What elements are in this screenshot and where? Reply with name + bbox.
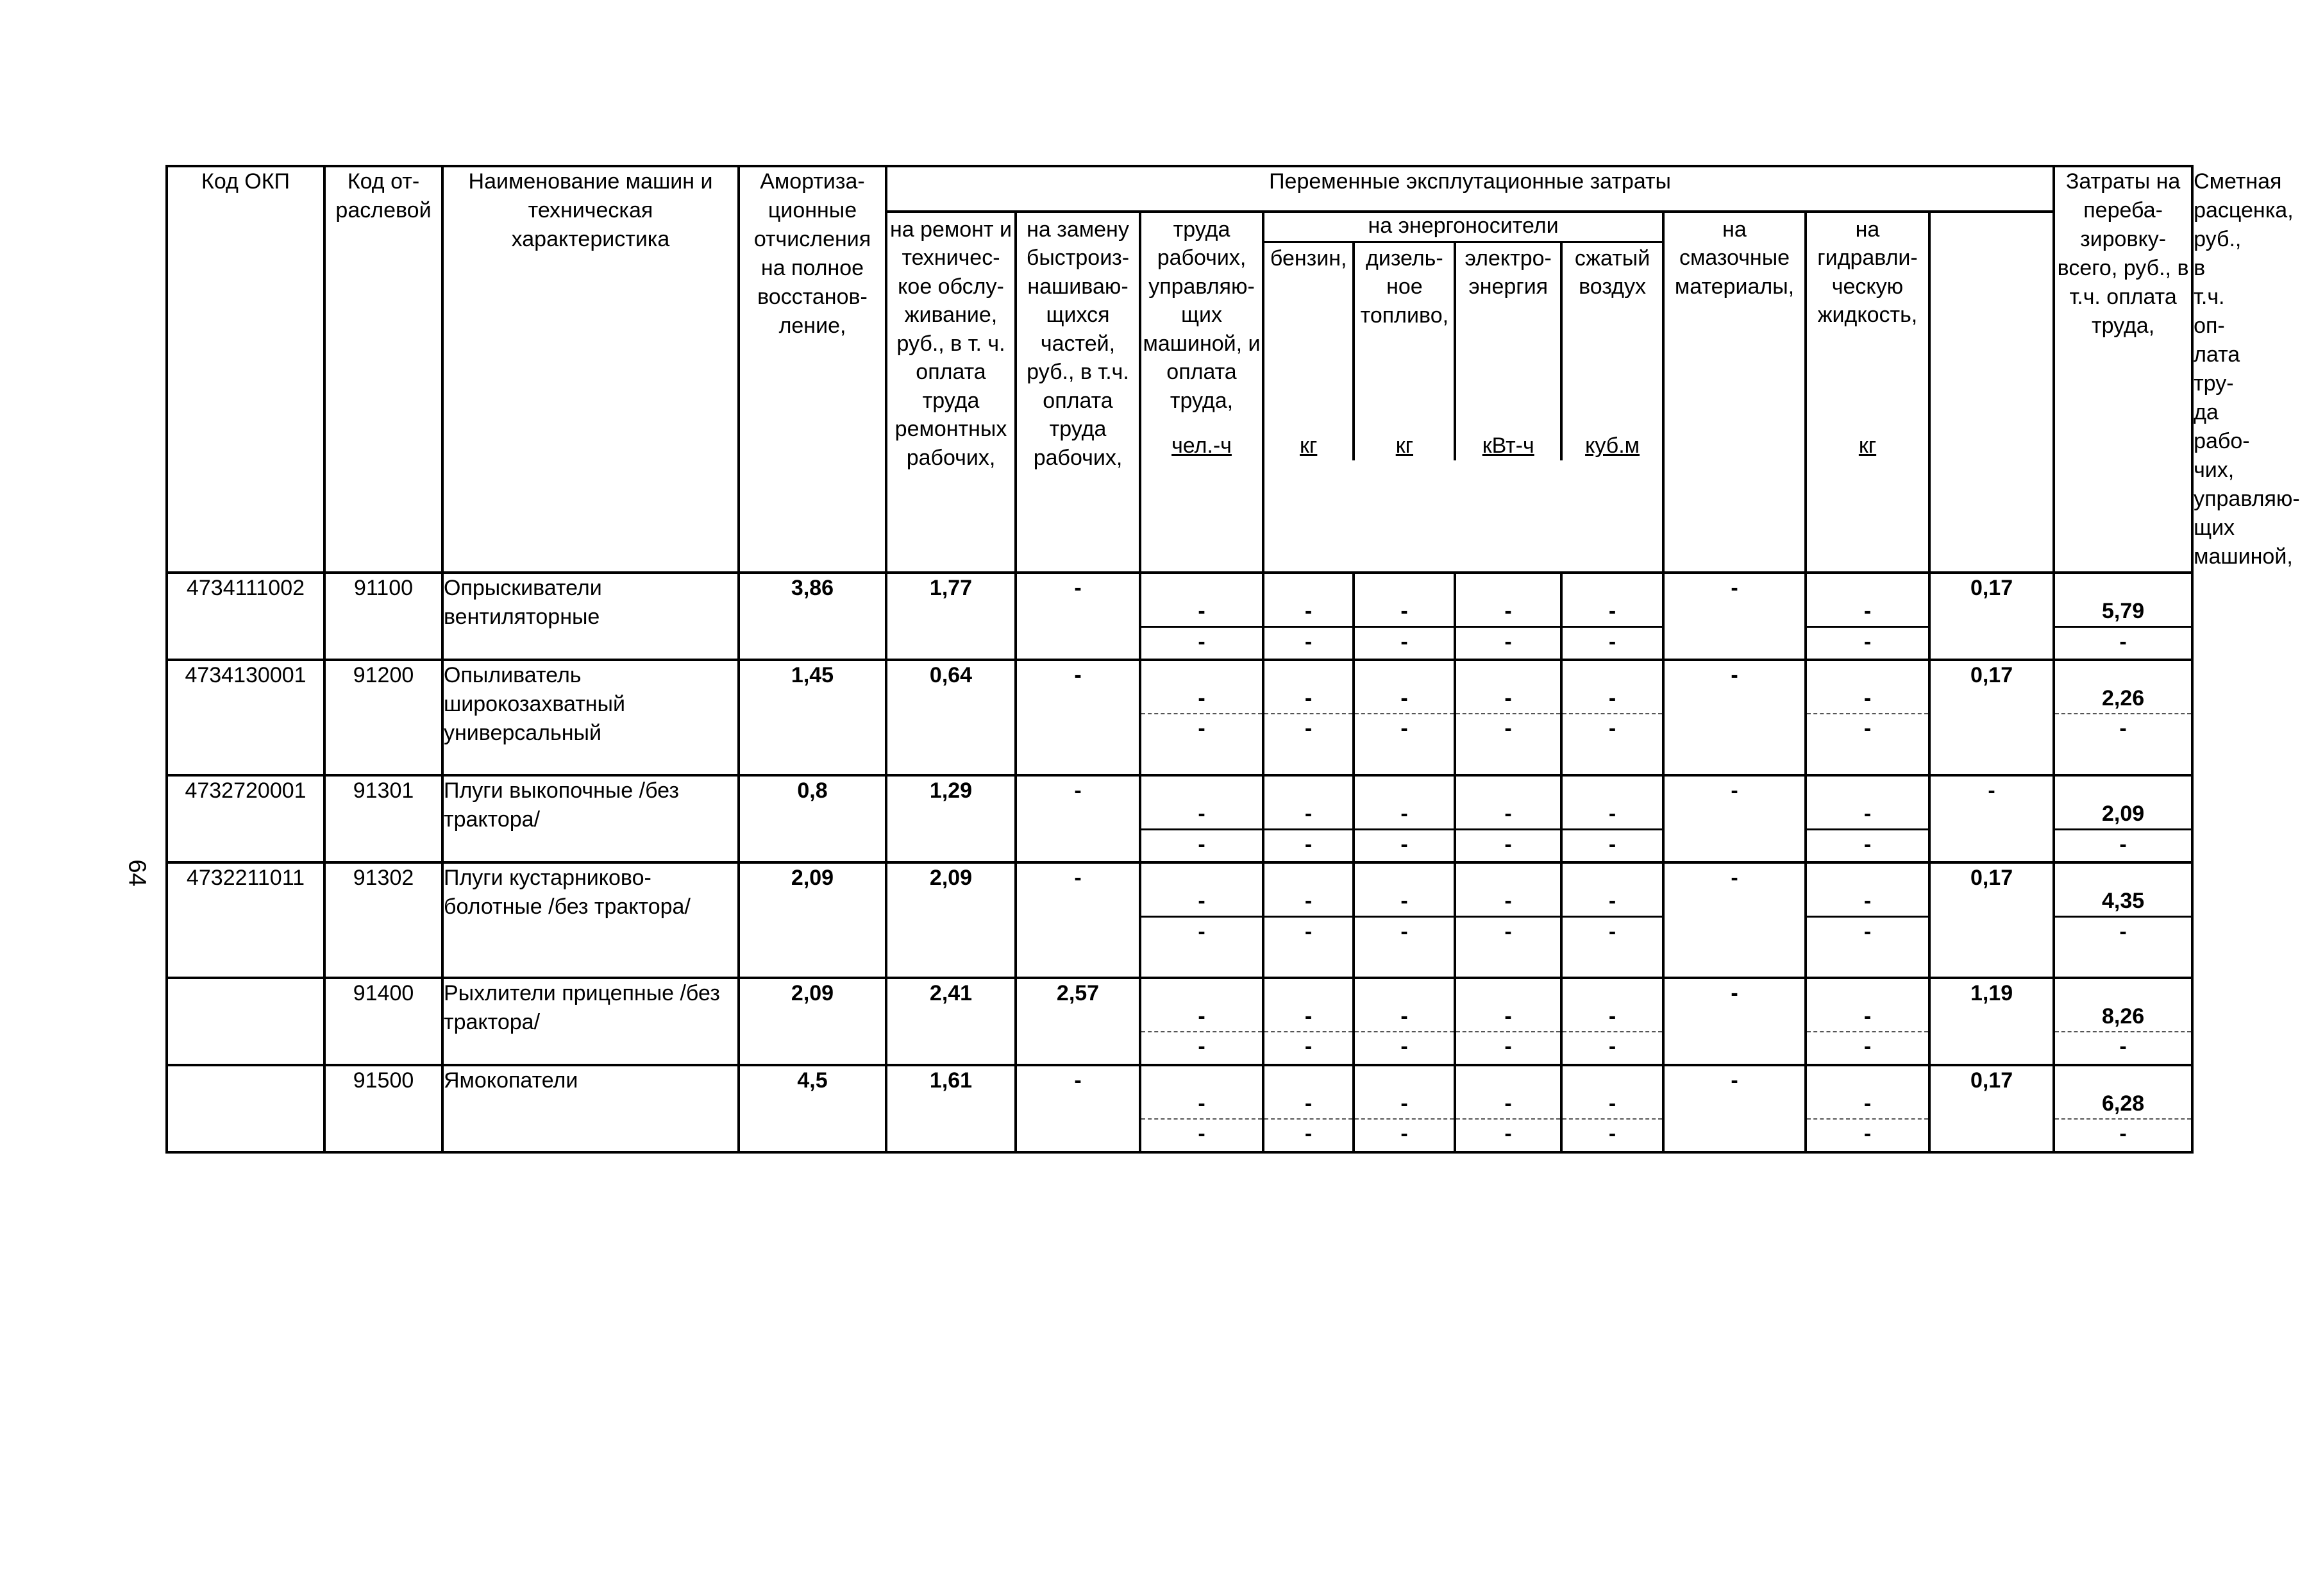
electric-cell [1455, 660, 1561, 775]
air-cell [1561, 1065, 1663, 1152]
labor-cell-top: - [1198, 889, 1205, 913]
labor-cell-top: - [1198, 599, 1205, 623]
electric-cell-bottom: - [1456, 1031, 1560, 1061]
electric-cell-bottom: - [1456, 828, 1560, 859]
replace-parts-cell: - [1016, 573, 1140, 660]
branch-code-cell: 91100 [324, 573, 442, 660]
air-cell [1561, 775, 1663, 862]
lubricants-cell: - [1663, 1065, 1806, 1152]
diesel-cell [1354, 775, 1455, 862]
electric-cell-top: - [1504, 1004, 1512, 1029]
repair-cell: 2,41 [886, 978, 1016, 1065]
diesel-cell-bottom: - [1355, 1118, 1454, 1148]
diesel-cell-top: - [1400, 686, 1408, 710]
labor-cell-top: - [1198, 1004, 1205, 1029]
replace-parts-cell: - [1016, 775, 1140, 862]
estimate-cell-top: 5,79 [2102, 599, 2145, 623]
petrol-cell-bottom: - [1264, 713, 1352, 743]
estimate-cell [2054, 978, 2192, 1065]
electric-cell-top: - [1504, 599, 1512, 623]
air-cell [1561, 660, 1663, 775]
petrol-cell-top: - [1304, 1004, 1313, 1029]
machine-name-cell: Рыхлители прицепные /без трактора/ [442, 978, 739, 1065]
estimate-cell-bottom: - [2055, 1031, 2191, 1061]
electric-cell-top: - [1504, 802, 1512, 826]
repair-cell: 0,64 [886, 660, 1016, 775]
air-cell-top: - [1608, 889, 1616, 913]
hydraulic-cell-top: - [1863, 686, 1872, 710]
estimate-cell [2054, 573, 2192, 660]
repair-cell: 1,29 [886, 775, 1016, 862]
hydraulic-cell [1806, 775, 1929, 862]
okp-code-cell: 4734130001 [167, 660, 324, 775]
air-cell-top: - [1608, 802, 1616, 826]
table-row [167, 775, 2192, 862]
petrol-cell-top: - [1304, 802, 1313, 826]
air-cell-bottom: - [1563, 1031, 1662, 1061]
machine-name-cell: Плуги кустарниково-болотные /без трактора/ [442, 862, 739, 978]
branch-code-cell: 91200 [324, 660, 442, 775]
labor-cell-bottom: - [1141, 626, 1262, 656]
petrol-cell-bottom: - [1264, 828, 1352, 859]
electric-cell-bottom: - [1456, 916, 1560, 946]
okp-code-cell: 4734111002 [167, 573, 324, 660]
table-row [167, 660, 2192, 775]
estimate-cell [2054, 862, 2192, 978]
repair-cell: 1,61 [886, 1065, 1016, 1152]
labor-cell-top: - [1198, 1091, 1205, 1116]
hydraulic-cell [1806, 862, 1929, 978]
relocation-cell: 0,17 [1929, 660, 2054, 775]
header-okp-code: Код ОКП [167, 166, 324, 573]
replace-parts-cell: - [1016, 1065, 1140, 1152]
labor-cell-bottom: - [1141, 1118, 1262, 1148]
petrol-cell [1263, 775, 1354, 862]
branch-code-cell: 91302 [324, 862, 442, 978]
estimate-cell-top: 6,28 [2102, 1091, 2145, 1116]
diesel-cell-bottom: - [1355, 626, 1454, 656]
petrol-cell [1263, 1065, 1354, 1152]
air-cell-top: - [1608, 1091, 1616, 1116]
hydraulic-cell-top: - [1863, 802, 1872, 826]
hydraulic-cell [1806, 660, 1929, 775]
amortization-cell: 2,09 [739, 978, 886, 1065]
okp-code-cell: 4732720001 [167, 775, 324, 862]
diesel-cell-top: - [1400, 599, 1408, 623]
hydraulic-cell-bottom: - [1807, 916, 1928, 946]
table-row [167, 1065, 2192, 1152]
replace-parts-cell: 2,57 [1016, 978, 1140, 1065]
electric-cell-top: - [1504, 686, 1512, 710]
petrol-cell-bottom: - [1264, 916, 1352, 946]
air-cell-bottom: - [1563, 916, 1662, 946]
estimate-cell-top: 8,26 [2102, 1004, 2145, 1029]
hydraulic-cell [1806, 573, 1929, 660]
diesel-cell-bottom: - [1355, 916, 1454, 946]
replace-parts-cell: - [1016, 862, 1140, 978]
labor-cell [1140, 660, 1263, 775]
diesel-cell [1354, 573, 1455, 660]
petrol-cell-bottom: - [1264, 626, 1352, 656]
petrol-cell-top: - [1304, 1091, 1313, 1116]
amortization-cell: 2,09 [739, 862, 886, 978]
diesel-cell-bottom: - [1355, 1031, 1454, 1061]
electric-cell-top: - [1504, 1091, 1512, 1116]
estimate-cell [2054, 775, 2192, 862]
hydraulic-cell-top: - [1863, 889, 1872, 913]
petrol-cell-bottom: - [1264, 1118, 1352, 1148]
air-cell-bottom: - [1563, 1118, 1662, 1148]
relocation-cell: 0,17 [1929, 1065, 2054, 1152]
hydraulic-cell [1806, 978, 1929, 1065]
header-relocation: Затраты на переба-зировку-всего, руб., в т.ч. оплата труда, [2054, 166, 2192, 573]
estimate-cell-bottom: - [2055, 916, 2191, 946]
hydraulic-cell-bottom: - [1807, 1118, 1928, 1148]
hydraulic-cell-bottom: - [1807, 713, 1928, 743]
labor-cell-bottom: - [1141, 713, 1262, 743]
header-air: сжатый воздух куб.м [1560, 243, 1662, 460]
air-cell-top: - [1608, 686, 1616, 710]
labor-cell-bottom: - [1141, 1031, 1262, 1061]
diesel-cell [1354, 862, 1455, 978]
header-repair: на ремонт и техничес-кое обслу-живание, руб., в т. ч. оплата труда ремонтных рабочих, [886, 212, 1016, 573]
repair-cell: 2,09 [886, 862, 1016, 978]
electric-cell-top: - [1504, 889, 1512, 913]
lubricants-cell: - [1663, 573, 1806, 660]
estimate-cell [2054, 660, 2192, 775]
diesel-cell-top: - [1400, 1004, 1408, 1029]
estimate-cell-top: 4,35 [2102, 889, 2145, 913]
electric-cell [1455, 862, 1561, 978]
table-row [167, 573, 2192, 660]
diesel-cell [1354, 1065, 1455, 1152]
hydraulic-cell-top: - [1863, 599, 1872, 623]
electric-cell-bottom: - [1456, 713, 1560, 743]
lubricants-cell: - [1663, 862, 1806, 978]
hydraulic-cell-bottom: - [1807, 1031, 1928, 1061]
electric-cell [1455, 775, 1561, 862]
diesel-cell [1354, 978, 1455, 1065]
air-cell [1561, 573, 1663, 660]
lubricants-cell: - [1663, 775, 1806, 862]
header-amortization: Амортиза-ционные отчисления на полное восстанов-ление, [739, 166, 886, 573]
petrol-cell-top: - [1304, 889, 1313, 913]
estimate-cell-bottom: - [2055, 1118, 2191, 1148]
header-variable-costs: Переменные эксплутационные затраты [886, 166, 2054, 212]
petrol-cell [1263, 862, 1354, 978]
header-labor: труда рабочих, управляю-щих машиной, и оплата труда, чел.-ч [1140, 212, 1263, 573]
labor-cell [1140, 775, 1263, 862]
header-machine-name: Наименование машин и техническая характеристика [442, 166, 739, 573]
header-electric: электро-энергия кВт-ч [1454, 243, 1560, 460]
relocation-cell: - [1929, 775, 2054, 862]
labor-cell-top: - [1198, 802, 1205, 826]
diesel-cell-top: - [1400, 889, 1408, 913]
header-diesel: дизель-ное топливо, кг [1352, 243, 1454, 460]
electric-cell-bottom: - [1456, 1118, 1560, 1148]
air-cell-bottom: - [1563, 828, 1662, 859]
machine-name-cell: Ямокопатели [442, 1065, 739, 1152]
header-petrol: бензин, кг [1270, 246, 1347, 458]
amortization-cell: 4,5 [739, 1065, 886, 1152]
estimate-cell-top: 2,09 [2102, 802, 2145, 826]
air-cell [1561, 862, 1663, 978]
relocation-cell: 1,19 [1929, 978, 2054, 1065]
petrol-cell-top: - [1304, 599, 1313, 623]
diesel-cell-top: - [1400, 1091, 1408, 1116]
machine-name-cell: Опыливатель широкозахватный универсальный [442, 660, 739, 775]
air-cell-top: - [1608, 599, 1616, 623]
okp-code-cell: 4732211011 [167, 862, 324, 978]
labor-cell [1140, 978, 1263, 1065]
hydraulic-cell-top: - [1863, 1004, 1872, 1029]
hydraulic-cell-bottom: - [1807, 626, 1928, 656]
hydraulic-cell [1806, 1065, 1929, 1152]
table-row [167, 862, 2192, 978]
estimate-cell-bottom: - [2055, 828, 2191, 859]
labor-cell [1140, 573, 1263, 660]
estimate-cell-bottom: - [2055, 626, 2191, 656]
air-cell-top: - [1608, 1004, 1616, 1029]
okp-code-cell [167, 978, 324, 1065]
header-replace-parts: на замену быстроиз-нашиваю-щихся частей, руб., в т.ч. оплата труда рабочих, [1016, 212, 1140, 573]
petrol-cell [1263, 660, 1354, 775]
electric-cell [1455, 1065, 1561, 1152]
estimate-cell [2054, 1065, 2192, 1152]
estimate-cell-bottom: - [2055, 713, 2191, 743]
page-number: 64 [123, 859, 151, 887]
petrol-cell [1263, 978, 1354, 1065]
repair-cell: 1,77 [886, 573, 1016, 660]
labor-cell [1140, 1065, 1263, 1152]
header-lubricants: на смазочные материалы, [1663, 212, 1806, 573]
hydraulic-cell-top: - [1863, 1091, 1872, 1116]
table-row [167, 978, 2192, 1065]
electric-cell-bottom: - [1456, 626, 1560, 656]
okp-code-cell [167, 1065, 324, 1152]
petrol-cell-top: - [1304, 686, 1313, 710]
electric-cell [1455, 978, 1561, 1065]
lubricants-cell: - [1663, 660, 1806, 775]
amortization-cell: 0,8 [739, 775, 886, 862]
labor-unit: чел.-ч [1171, 433, 1232, 458]
header-branch-code: Код от-раслевой [324, 166, 442, 573]
labor-cell [1140, 862, 1263, 978]
replace-parts-cell: - [1016, 660, 1140, 775]
branch-code-cell: 91301 [324, 775, 442, 862]
hydraulic-cell-bottom: - [1807, 828, 1928, 859]
estimate-cell-top: 2,26 [2102, 686, 2145, 710]
labor-cell-bottom: - [1141, 828, 1262, 859]
air-cell-bottom: - [1563, 626, 1662, 656]
amortization-cell: 3,86 [739, 573, 886, 660]
air-cell [1561, 978, 1663, 1065]
petrol-cell-bottom: - [1264, 1031, 1352, 1061]
relocation-cell: 0,17 [1929, 573, 2054, 660]
air-cell-bottom: - [1563, 713, 1662, 743]
diesel-cell-bottom: - [1355, 713, 1454, 743]
labor-cell-bottom: - [1141, 916, 1262, 946]
branch-code-cell: 91500 [324, 1065, 442, 1152]
header-hydraulic: на гидравли-ческую жидкость, кг [1806, 212, 1929, 573]
machine-name-cell: Плуги выкопочные /без трактора/ [442, 775, 739, 862]
petrol-cell [1263, 573, 1354, 660]
relocation-cell: 0,17 [1929, 862, 2054, 978]
diesel-cell-top: - [1400, 802, 1408, 826]
lubricants-cell: - [1663, 978, 1806, 1065]
branch-code-cell: 91400 [324, 978, 442, 1065]
diesel-cell [1354, 660, 1455, 775]
electric-cell [1455, 573, 1561, 660]
amortization-cell: 1,45 [739, 660, 886, 775]
diesel-cell-bottom: - [1355, 828, 1454, 859]
machine-name-cell: Опрыскиватели вентиляторные [442, 573, 739, 660]
labor-cell-top: - [1198, 686, 1205, 710]
machine-rates-table: Код ОКП Код от-раслевой Наименование машин и техническая характеристика Амортиза-ционные отчисления на полное восстанов-ление, Переменные эксплутационные затраты Затраты на переба-зировку-всего, руб., в т.ч. оплата труда, Сметная расценка, руб., в т.ч. оп-лата тру-да рабо-чих, управляю-щих машиной, на ремонт и техничес-кое обслу-живание, руб., в т. ч. оплата труда ремонтных рабочих, на замену быстроиз-нашиваю-щихся частей, руб., в т.ч. оплата труда рабочих, труда рабочих, управляю-щих машиной, и оплата труда, чел.-ч на энергоносители бензин, кг дизель-ное топливо, кг электро-энергия кВт-ч сжатый воздух куб.м на смазочные материалы, на гидравли-ческую жидкость, кг 4734111002 91100 Опрыскиватели вентиляторные 3,86 1,77 - - - - - - - - - - - - - - 0,17 5,79 - 4734130001 91200 Опыливатель широкозахватный универсальный 1,45 0,64 - - - - - - - - - - - - - - 0,17 2,26 - 4732720001 91301 Плуги выкопочные /без трактора/ 0,8 1,29 - - - - - - - - - - - - - - - 2,09 - 4732211011 91302 Плуги кустарниково-болотные /без трактора/ 2,09 2,09 - - - - - - - - - - - - - - 0,17 4,35 - 91400 Рыхлители прицепные /без трактора/ 2,09 2,41 2,57 - - - - - - - - - - - - - 1,19 8,26 - 91500 Ямокопатели 4,5 1,61 - - - - - - - - - - - - - - 0,17 6,28 - [165, 165, 2194, 1154]
header-energy: на энергоносители бензин, кг дизель-ное топливо, кг электро-энергия кВт-ч сжатый воздух куб.м [1263, 212, 1663, 573]
